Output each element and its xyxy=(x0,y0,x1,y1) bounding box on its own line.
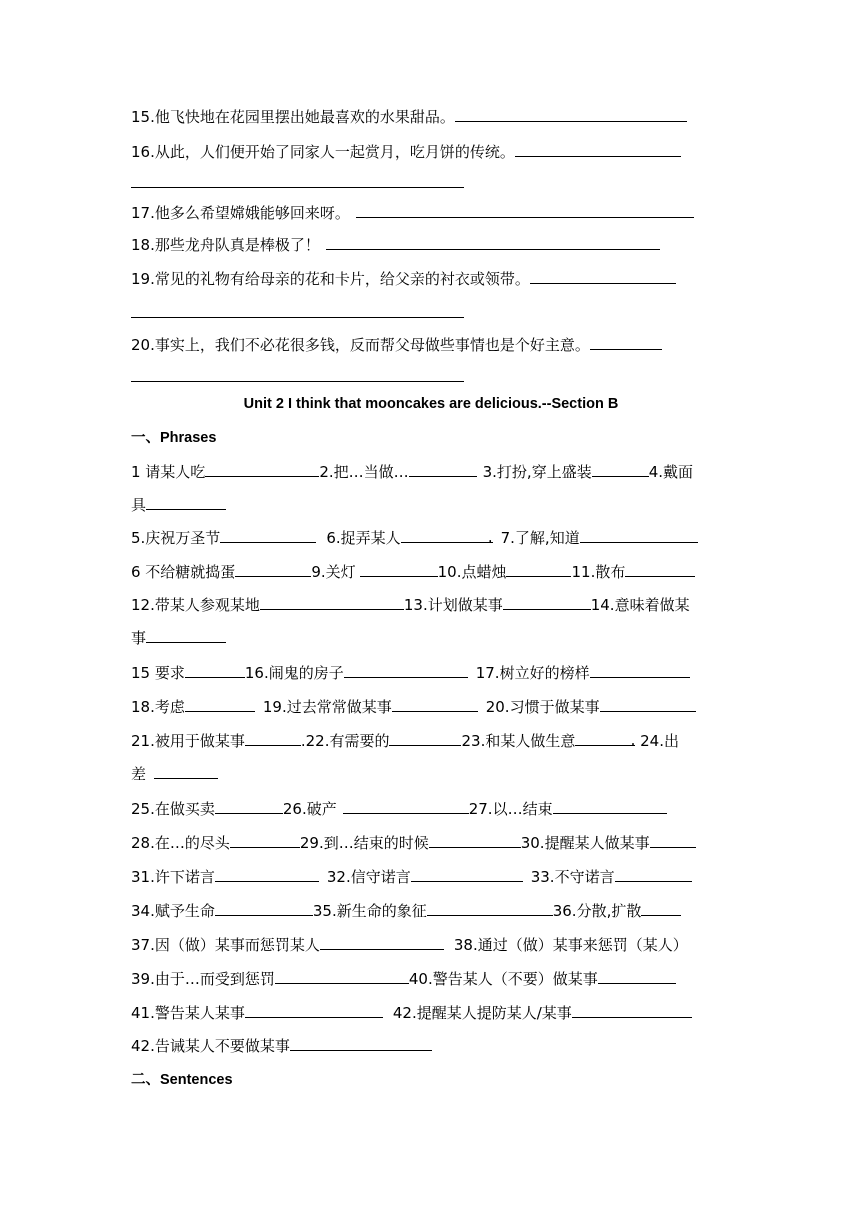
phrase-label: 33.不守诺言 xyxy=(530,868,615,886)
answer-blank[interactable] xyxy=(230,832,300,848)
answer-blank[interactable] xyxy=(429,832,521,848)
answer-blank[interactable] xyxy=(650,832,696,848)
answer-blank[interactable] xyxy=(220,527,316,543)
sentence-15 xyxy=(131,106,687,127)
phrase-label: 41.警告某人某事 xyxy=(131,1004,245,1022)
answer-blank[interactable] xyxy=(600,696,696,712)
answer-blank[interactable] xyxy=(580,527,698,543)
phrase-label: 25.在做买卖 xyxy=(131,800,215,818)
phrase-label: 21.被用于做某事 xyxy=(131,732,245,750)
answer-blank[interactable] xyxy=(290,1035,432,1051)
phrase-row-4 xyxy=(131,594,690,615)
phrase-label: 32.信守诺言 xyxy=(326,868,411,886)
phrase-row-1b xyxy=(131,494,226,515)
phrase-row-3 xyxy=(131,561,695,582)
answer-line-19b[interactable] xyxy=(131,302,464,323)
phrase-row-5 xyxy=(131,662,690,683)
phrase-label: 3.打扮,穿上盛装 xyxy=(482,463,592,481)
sentence-text: 20.事实上，我们不必花很多钱，反而帮父母做些事情也是个好主意。 xyxy=(131,336,590,354)
answer-blank[interactable] xyxy=(131,302,464,318)
answer-blank[interactable] xyxy=(154,763,218,779)
sentence-19 xyxy=(131,268,676,289)
answer-blank[interactable] xyxy=(455,106,687,122)
answer-blank[interactable] xyxy=(515,141,681,157)
answer-blank[interactable] xyxy=(392,696,478,712)
answer-blank[interactable] xyxy=(503,594,591,610)
answer-blank[interactable] xyxy=(572,1002,692,1018)
phrase-label: 6.捉弄某人 xyxy=(326,529,401,547)
answer-line-16b[interactable] xyxy=(131,172,464,193)
answer-blank[interactable] xyxy=(427,900,553,916)
answer-blank[interactable] xyxy=(146,627,226,643)
answer-blank[interactable] xyxy=(245,1002,383,1018)
answer-blank[interactable] xyxy=(530,268,676,284)
answer-blank[interactable] xyxy=(215,900,313,916)
answer-blank[interactable] xyxy=(590,334,662,350)
phrase-label: 具 xyxy=(131,496,147,514)
phrase-row-11 xyxy=(131,900,681,921)
phrase-row-1 xyxy=(131,461,693,482)
sentence-17 xyxy=(131,202,694,223)
phrase-label: 35.新生命的象征 xyxy=(312,902,427,920)
phrase-label: 30.提醒某人做某事 xyxy=(520,834,650,852)
phrase-label: 17.树立好的榜样 xyxy=(475,664,590,682)
phrase-label: 2.把…当做… xyxy=(319,463,409,481)
sentence-text: 15.他飞快地在花园里摆出她最喜欢的水果甜品。 xyxy=(131,108,455,126)
phrase-label: 38.通过（做）某事来惩罚（某人） xyxy=(453,936,688,954)
answer-line-20b[interactable] xyxy=(131,366,464,387)
answer-blank[interactable] xyxy=(411,866,523,882)
phrase-row-14 xyxy=(131,1002,692,1023)
phrase-label: 14.意味着做某 xyxy=(590,596,690,614)
answer-blank[interactable] xyxy=(641,900,681,916)
phrase-row-9 xyxy=(131,832,696,853)
answer-blank[interactable] xyxy=(356,202,694,218)
phrase-label: 13.计划做某事 xyxy=(403,596,503,614)
phrase-label: .22.有需要的 xyxy=(300,732,390,750)
phrase-label: 19.过去常常做某事 xyxy=(262,698,392,716)
phrase-label: 10.点蜡烛 xyxy=(437,563,507,581)
phrase-label: 7.了解,知道 xyxy=(500,529,580,547)
phrase-label: 20.习惯于做某事 xyxy=(485,698,600,716)
answer-blank[interactable] xyxy=(215,866,319,882)
phrase-row-12 xyxy=(131,934,688,955)
sentence-text: 19.常见的礼物有给母亲的花和卡片，给父亲的衬衣或领带。 xyxy=(131,270,530,288)
phrase-row-10 xyxy=(131,866,692,887)
phrase-label: 5.庆祝万圣节 xyxy=(131,529,221,547)
phrase-row-13 xyxy=(131,968,676,989)
answer-blank[interactable] xyxy=(343,798,469,814)
answer-blank[interactable] xyxy=(506,561,571,577)
answer-blank[interactable] xyxy=(185,662,245,678)
phrase-label: 36.分散,扩散 xyxy=(552,902,642,920)
phrase-label: 16.闹鬼的房子 xyxy=(244,664,344,682)
phrase-label: 9.关灯 xyxy=(311,563,356,581)
phrase-label: 6 不给糖就捣蛋 xyxy=(131,563,236,581)
answer-blank[interactable] xyxy=(360,561,438,577)
answer-blank[interactable] xyxy=(275,968,409,984)
sentence-16 xyxy=(131,141,681,162)
section-phrases-heading: 一、Phrases xyxy=(131,430,217,446)
answer-blank[interactable] xyxy=(320,934,444,950)
answer-blank[interactable] xyxy=(598,968,676,984)
answer-blank[interactable] xyxy=(205,461,319,477)
phrase-label: 27.以…结束 xyxy=(468,800,553,818)
answer-blank[interactable] xyxy=(245,730,301,746)
answer-blank[interactable] xyxy=(389,730,461,746)
phrase-label: 26.破产 xyxy=(282,800,337,818)
sentence-18 xyxy=(131,234,660,255)
phrase-label: 24.出 xyxy=(635,732,679,750)
answer-blank[interactable] xyxy=(146,494,226,510)
phrase-label: 39.由于…而受到惩罚 xyxy=(131,970,275,988)
period: . xyxy=(487,528,493,546)
phrase-row-6 xyxy=(131,696,696,717)
phrase-label: 1 请某人吃 xyxy=(131,463,206,481)
answer-blank[interactable] xyxy=(553,798,667,814)
answer-blank[interactable] xyxy=(344,662,468,678)
answer-blank[interactable] xyxy=(131,172,464,188)
section-sentences-heading: 二、Sentences xyxy=(131,1072,233,1088)
answer-blank[interactable] xyxy=(215,798,283,814)
unit-title: Unit 2 I think that mooncakes are delicious.--Section B xyxy=(243,396,619,412)
sentence-text: 18.那些龙舟队真是棒极了！ xyxy=(131,236,320,254)
phrase-label: 15 要求 xyxy=(131,664,185,682)
answer-blank[interactable] xyxy=(185,696,255,712)
phrase-label: 42.提醒某人提防某人/某事 xyxy=(392,1004,572,1022)
phrase-label: 34.赋予生命 xyxy=(131,902,215,920)
answer-blank[interactable] xyxy=(131,366,464,382)
phrase-label: 4.戴面 xyxy=(648,463,694,481)
answer-blank[interactable] xyxy=(260,594,404,610)
answer-blank[interactable] xyxy=(592,461,649,477)
answer-blank[interactable] xyxy=(625,561,695,577)
sentence-text: 16.从此，人们便开始了同家人一起赏月，吃月饼的传统。 xyxy=(131,143,515,161)
answer-blank[interactable] xyxy=(401,527,493,546)
sentence-text: 17.他多么希望嫦娥能够回来呀。 xyxy=(131,204,350,222)
phrase-row-4b xyxy=(131,627,226,648)
answer-blank[interactable] xyxy=(615,866,692,882)
phrase-label: 28.在…的尽头 xyxy=(131,834,230,852)
answer-blank[interactable] xyxy=(409,461,477,477)
answer-blank[interactable] xyxy=(235,561,311,577)
phrase-row-2 xyxy=(131,527,698,548)
answer-blank[interactable] xyxy=(326,234,660,250)
sentence-20 xyxy=(131,334,662,355)
phrase-label: 23.和某人做生意 xyxy=(461,732,576,750)
phrase-label: 29.到…结束的时候 xyxy=(299,834,429,852)
phrase-row-15 xyxy=(131,1035,432,1056)
answer-blank[interactable] xyxy=(575,730,636,749)
period: . xyxy=(630,731,636,749)
phrase-row-8 xyxy=(131,798,667,819)
phrase-label: 37.因（做）某事而惩罚某人 xyxy=(131,936,320,954)
phrase-label: 42.告诫某人不要做某事 xyxy=(131,1037,290,1055)
phrase-label: 差 xyxy=(131,765,147,783)
phrase-label: 31.许下诺言 xyxy=(131,868,215,886)
phrase-label: 11.散布 xyxy=(571,563,626,581)
phrase-label: 事 xyxy=(131,629,147,647)
phrase-label: 40.警告某人（不要）做某事 xyxy=(408,970,598,988)
phrase-row-7b xyxy=(131,763,218,784)
phrase-label: 18.考虑 xyxy=(131,698,185,716)
phrase-row-7 xyxy=(131,730,679,751)
phrase-label: 12.带某人参观某地 xyxy=(131,596,260,614)
answer-blank[interactable] xyxy=(590,662,690,678)
